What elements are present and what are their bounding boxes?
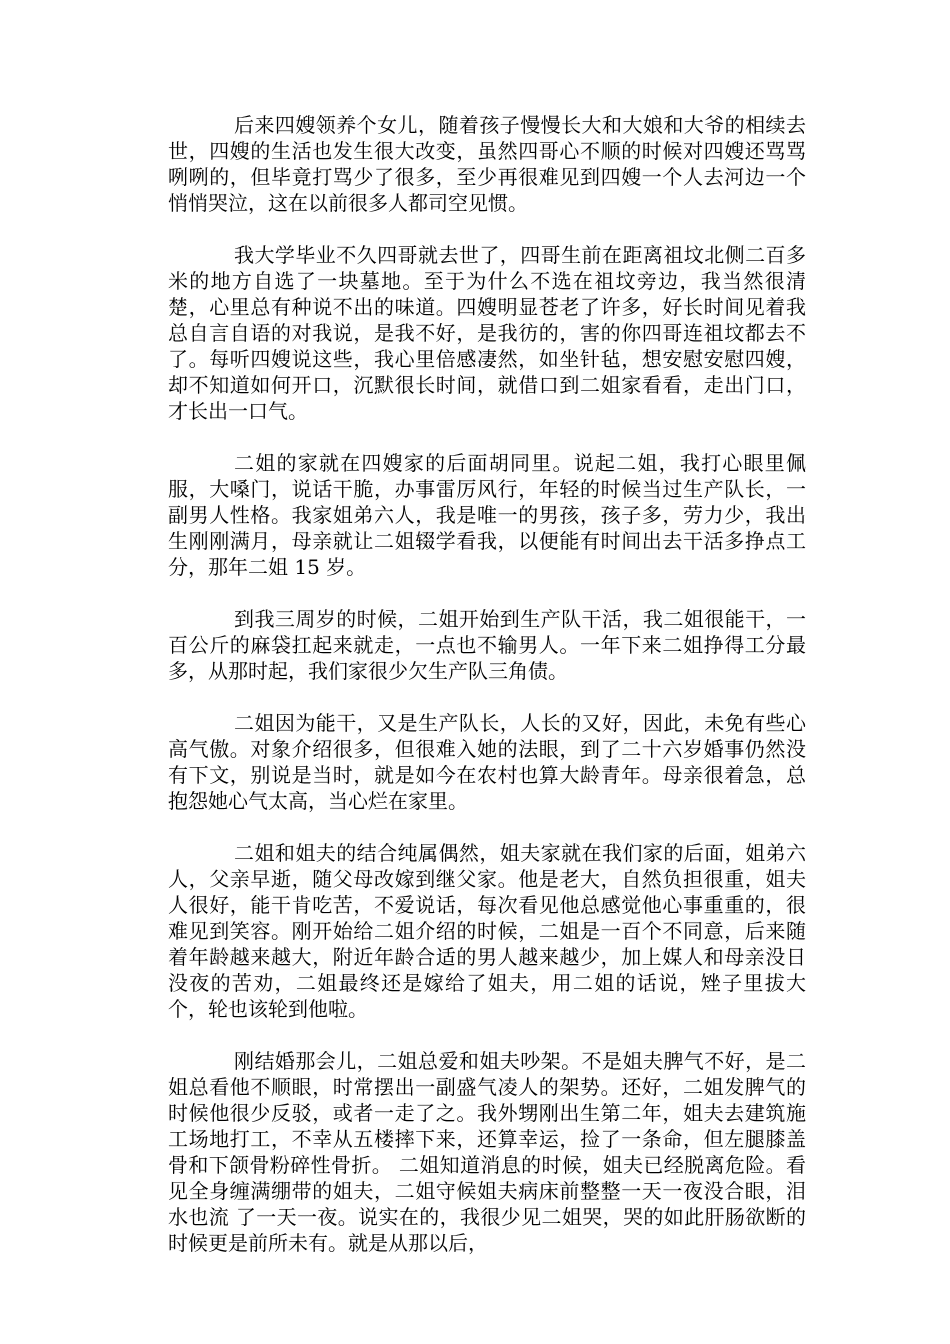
- paragraph-2: 我大学毕业不久四哥就去世了，四哥生前在距离祖坟北侧二百多米的地方自选了一块墓地。至于为什么不选在祖坟旁边，我当然很清楚，心里总有种说不出的味道。四嫂明显苍老了许多，好长时间见着我总自言自语的对我说，是我不好，是我彷的，害的你四哥连祖坟都去不了。每听四嫂说这些，我心里倍感凄然，如坐针毡，想安慰安慰四嫂，却不知道如何开口，沉默很长时间，就借口到二姐家看看，走出门口，才长出一口气。: [168, 243, 806, 423]
- paragraph-1: 后来四嫂领养个女儿，随着孩子慢慢长大和大娘和大爷的相续去世，四嫂的生活也发生很大改变，虽然四哥心不顺的时候对四嫂还骂骂咧咧的，但毕竟打骂少了很多，至少再很难见到四嫂一个人去河边一个悄悄哭泣，这在以前很多人都司空见惯。: [168, 113, 806, 215]
- paragraph-4: 到我三周岁的时候，二姐开始到生产队干活，我二姐很能干，一百公斤的麻袋扛起来就走，一点也不输男人。一年下来二姐挣得工分最多，从那时起，我们家很少欠生产队三角债。: [168, 607, 806, 683]
- paragraph-5: 二姐因为能干，又是生产队长，人长的又好，因此，未免有些心高气傲。对象介绍很多，但很难入她的法眼，到了二十六岁婚事仍然没有下文，别说是当时，就是如今在农村也算大龄青年。母亲很着急，总抱怨她心气太高，当心烂在家里。: [168, 711, 806, 813]
- paragraph-7: 刚结婚那会儿，二姐总爱和姐夫吵架。不是姐夫脾气不好，是二姐总看他不顺眼，时常摆出一副盛气凌人的架势。还好，二姐发脾气的时候他很少反驳，或者一走了之。我外甥刚出生第二年，姐夫去建筑施工场地打工，不幸从五楼摔下来，还算幸运，捡了一条命，但左腿膝盖骨和下颌骨粉碎性骨折。 二姐知道消息的时候，姐夫已经脱离危险。看见全身缠满绷带的姐夫，二姐守候姐夫病床前整整一天一夜没合眼，泪水也流 了一天一夜。说实在的，我很少见二姐哭，哭的如此肝肠欲断的时候更是前所未有。就是从那以后，: [168, 1049, 806, 1255]
- document-page: [168, 112, 806, 1282]
- paragraph-6: 二姐和姐夫的结合纯属偶然，姐夫家就在我们家的后面，姐弟六人，父亲早逝，随父母改嫁到继父家。他是老大，自然负担很重，姐夫人很好，能干肯吃苦，不爱说话，每次看见他总感觉他心事重重的，很难见到笑容。刚开始给二姐介绍的时候，二姐是一百个不同意，后来随着年龄越来越大，附近年龄合适的男人越来越少，加上媒人和母亲没日没夜的苦劝，二姐最终还是嫁给了姐夫，用二姐的话说，矬子里拔大个，轮也该轮到他啦。: [168, 841, 806, 1021]
- paragraph-3: 二姐的家就在四嫂家的后面胡同里。说起二姐，我打心眼里佩服，大嗓门，说话干脆，办事雷厉风行，年轻的时候当过生产队长，一副男人性格。我家姐弟六人，我是唯一的男孩，孩子多，劳力少，我出生刚刚满月，母亲就让二姐辍学看我，以便能有时间出去干活多挣点工分，那年二姐 15 岁。: [168, 451, 806, 579]
